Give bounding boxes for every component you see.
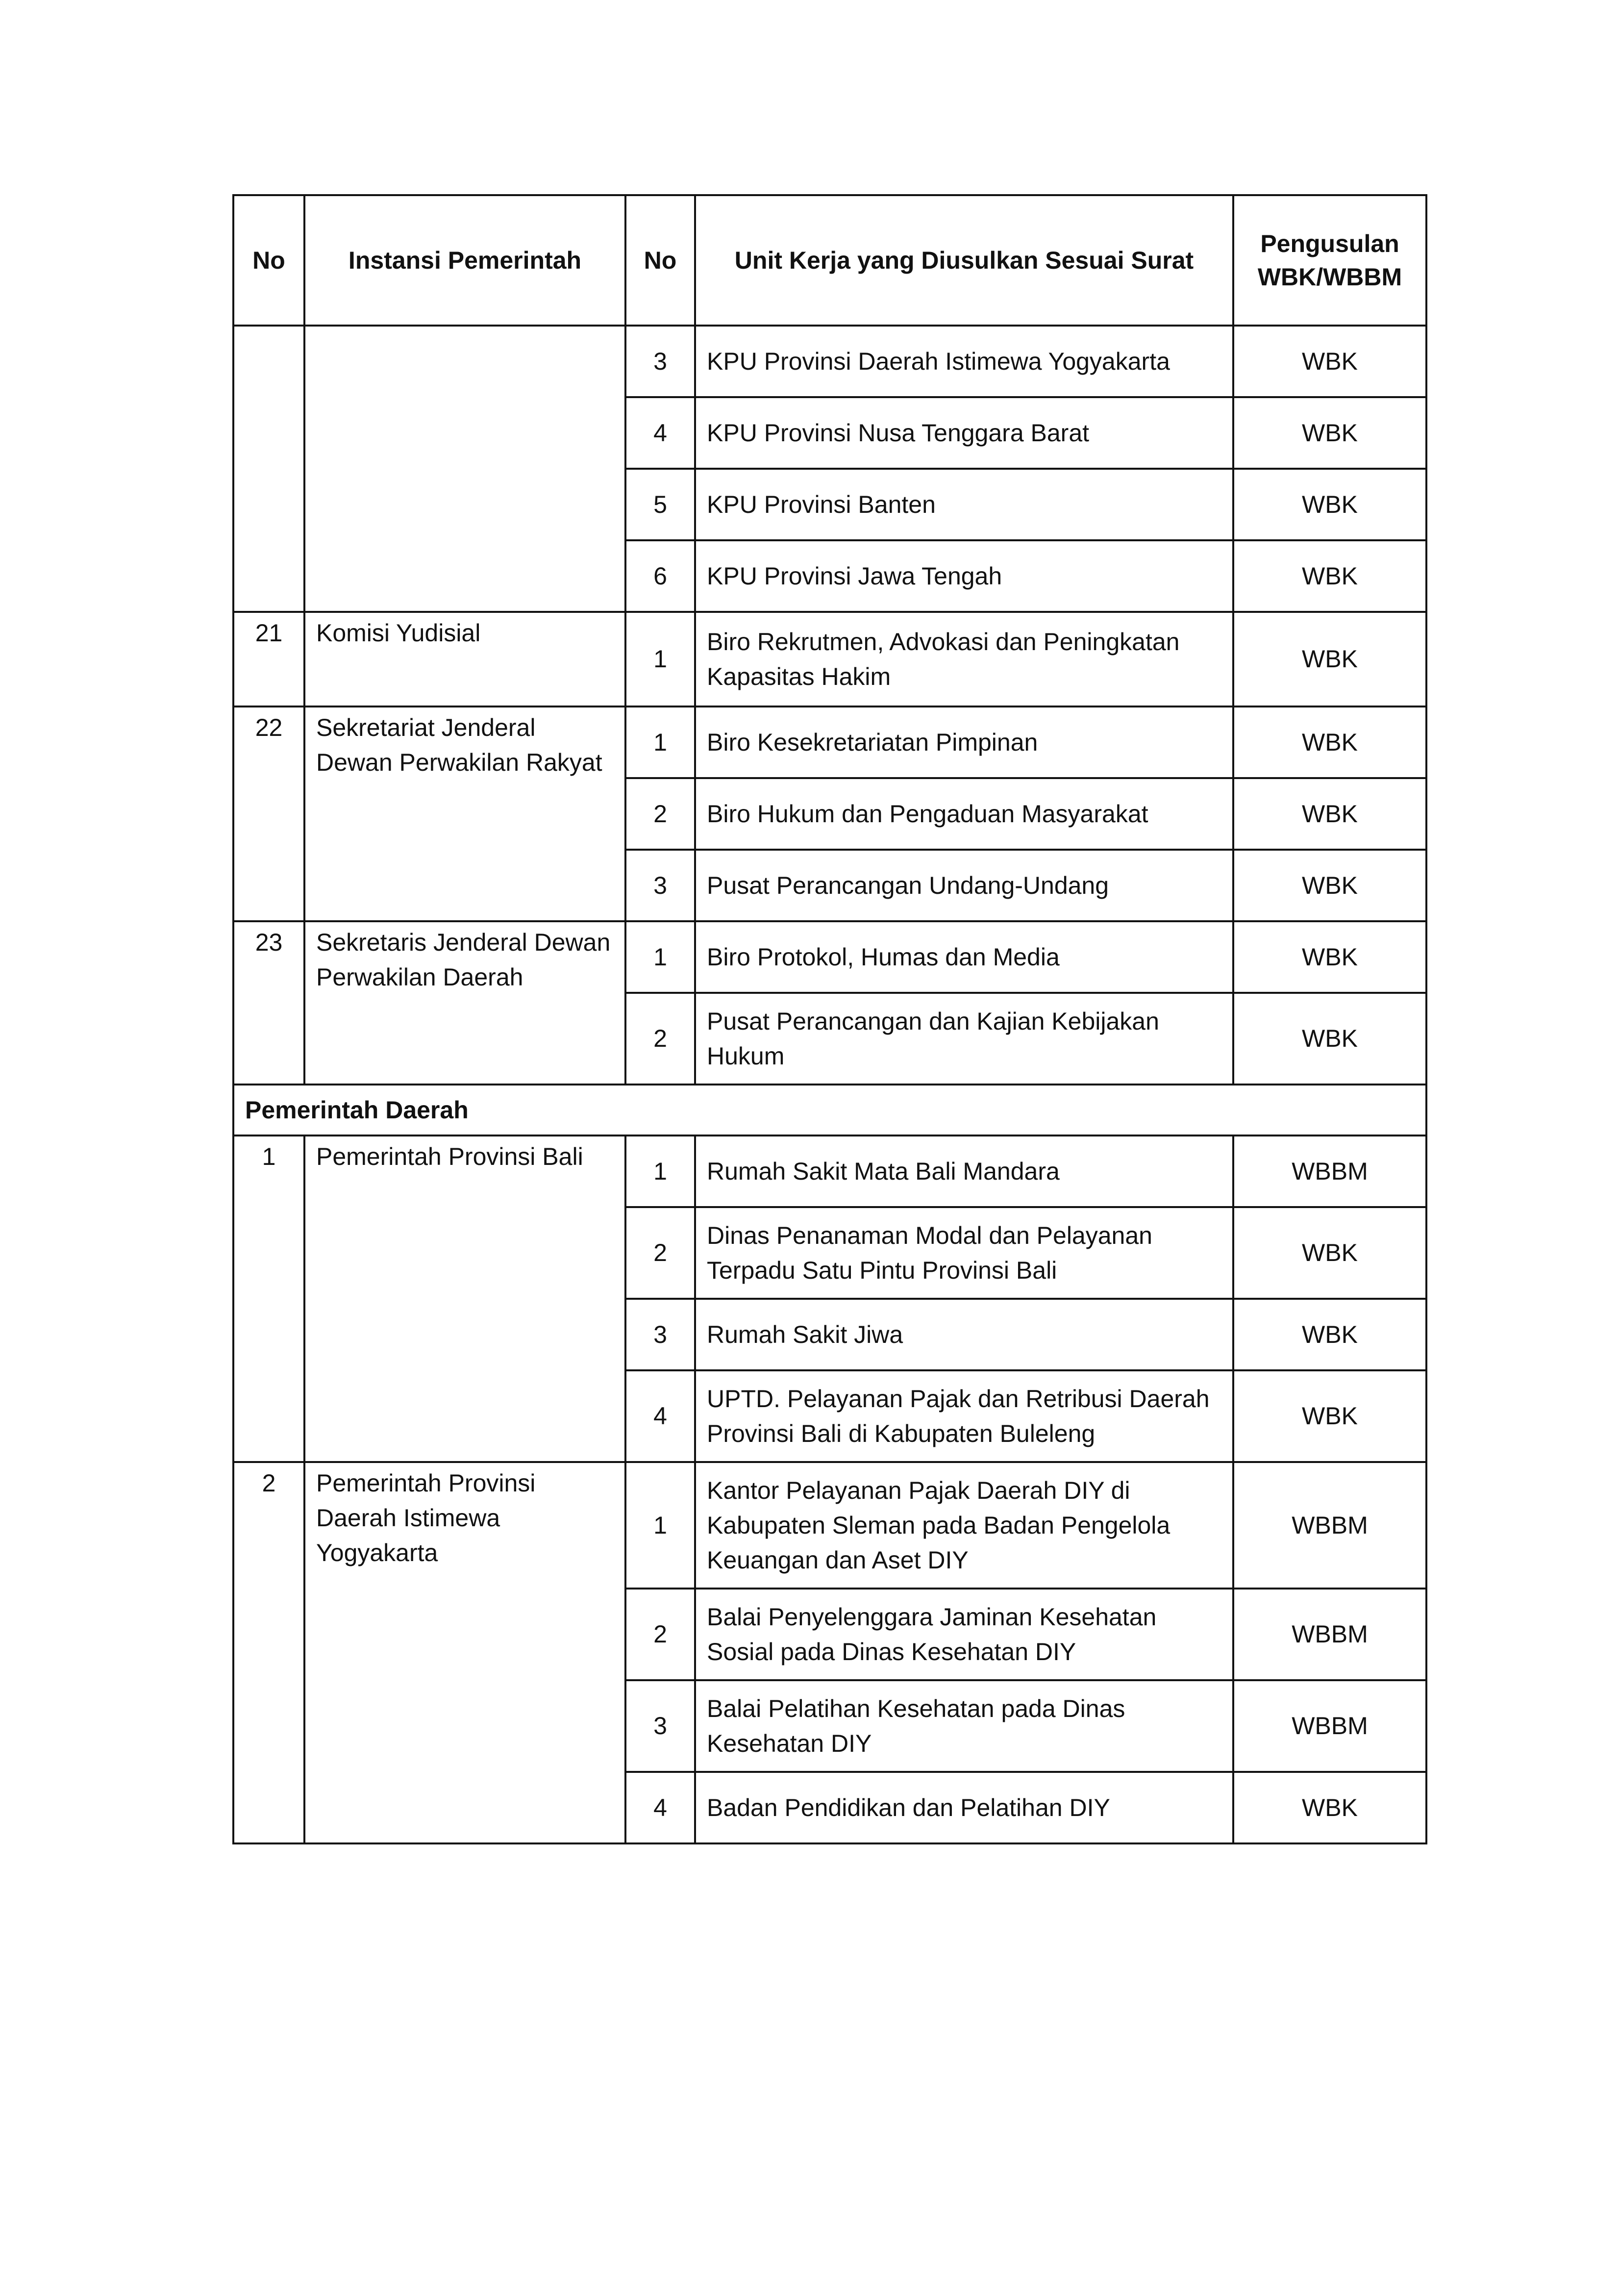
- unit-name: Biro Kesekretariatan Pimpinan: [695, 706, 1233, 778]
- table-row: [233, 326, 1426, 397]
- unit-name: KPU Provinsi Daerah Istimewa Yogyakarta: [695, 326, 1233, 397]
- proposal-type: WBK: [1233, 397, 1426, 469]
- table-row: [233, 1135, 1426, 1207]
- proposal-type: WBBM: [1233, 1589, 1426, 1680]
- unit-name: Balai Penyelenggara Jaminan Kesehatan Sosial pada Dinas Kesehatan DIY: [695, 1589, 1233, 1680]
- proposal-type: WBK: [1233, 1772, 1426, 1843]
- unit-name: Rumah Sakit Mata Bali Mandara: [695, 1135, 1233, 1207]
- proposal-type: WBK: [1233, 706, 1426, 778]
- unit-name: Kantor Pelayanan Pajak Daerah DIY di Kabupaten Sleman pada Badan Pengelola Keuangan dan Aset DIY: [695, 1462, 1233, 1589]
- proposal-table: [232, 194, 1427, 1844]
- unit-no: 1: [625, 706, 695, 778]
- table-header-row: [233, 195, 1426, 326]
- proposal-type: WBK: [1233, 850, 1426, 921]
- header-unit-no: No: [625, 195, 695, 326]
- instansi-no: 1: [233, 1135, 304, 1462]
- unit-name: Pusat Perancangan dan Kajian Kebijakan Hukum: [695, 993, 1233, 1085]
- proposal-type: WBK: [1233, 1207, 1426, 1299]
- instansi-name-cell: [304, 326, 625, 612]
- proposal-type: WBK: [1233, 921, 1426, 993]
- instansi-name: Sekretariat Jenderal Dewan Perwakilan Rakyat: [304, 706, 625, 921]
- unit-no: 4: [625, 1370, 695, 1462]
- unit-no: 6: [625, 540, 695, 612]
- instansi-no: 21: [233, 612, 304, 706]
- unit-no: 3: [625, 1299, 695, 1370]
- proposal-type: WBK: [1233, 993, 1426, 1085]
- table-row: [233, 612, 1426, 706]
- unit-no: 2: [625, 1207, 695, 1299]
- instansi-no: 22: [233, 706, 304, 921]
- table-row: [233, 921, 1426, 993]
- unit-name: Balai Pelatihan Kesehatan pada Dinas Kesehatan DIY: [695, 1680, 1233, 1772]
- unit-name: Biro Hukum dan Pengaduan Masyarakat: [695, 778, 1233, 850]
- instansi-name: Komisi Yudisial: [304, 612, 625, 706]
- proposal-type: WBK: [1233, 778, 1426, 850]
- unit-name: UPTD. Pelayanan Pajak dan Retribusi Daerah Provinsi Bali di Kabupaten Buleleng: [695, 1370, 1233, 1462]
- unit-no: 4: [625, 1772, 695, 1843]
- unit-no: 2: [625, 778, 695, 850]
- header-pengusulan: Pengusulan WBK/WBBM: [1233, 195, 1426, 326]
- unit-no: 4: [625, 397, 695, 469]
- unit-name: Dinas Penanaman Modal dan Pelayanan Terpadu Satu Pintu Provinsi Bali: [695, 1207, 1233, 1299]
- header-no: No: [233, 195, 304, 326]
- proposal-type: WBK: [1233, 1370, 1426, 1462]
- unit-name: Biro Rekrutmen, Advokasi dan Peningkatan Kapasitas Hakim: [695, 612, 1233, 706]
- section-title: Pemerintah Daerah: [233, 1085, 1426, 1135]
- unit-name: KPU Provinsi Banten: [695, 469, 1233, 540]
- proposal-type: WBBM: [1233, 1462, 1426, 1589]
- proposal-type: WBK: [1233, 1299, 1426, 1370]
- proposal-type: WBK: [1233, 612, 1426, 706]
- proposal-type: WBK: [1233, 469, 1426, 540]
- table-row: [233, 1462, 1426, 1589]
- table-row: [233, 706, 1426, 778]
- proposal-type: WBK: [1233, 540, 1426, 612]
- proposal-type: WBBM: [1233, 1135, 1426, 1207]
- header-unit: Unit Kerja yang Diusulkan Sesuai Surat: [695, 195, 1233, 326]
- unit-no: 1: [625, 921, 695, 993]
- unit-no: 2: [625, 1589, 695, 1680]
- unit-name: KPU Provinsi Jawa Tengah: [695, 540, 1233, 612]
- unit-no: 1: [625, 1135, 695, 1207]
- unit-name: Badan Pendidikan dan Pelatihan DIY: [695, 1772, 1233, 1843]
- header-instansi: Instansi Pemerintah: [304, 195, 625, 326]
- unit-no: 5: [625, 469, 695, 540]
- proposal-type: WBBM: [1233, 1680, 1426, 1772]
- instansi-no-cell: [233, 326, 304, 612]
- unit-name: Rumah Sakit Jiwa: [695, 1299, 1233, 1370]
- section-row: [233, 1085, 1426, 1135]
- instansi-no: 23: [233, 921, 304, 1085]
- unit-no: 3: [625, 326, 695, 397]
- unit-name: Biro Protokol, Humas dan Media: [695, 921, 1233, 993]
- instansi-name: Pemerintah Provinsi Daerah Istimewa Yogyakarta: [304, 1462, 625, 1843]
- unit-name: Pusat Perancangan Undang-Undang: [695, 850, 1233, 921]
- unit-name: KPU Provinsi Nusa Tenggara Barat: [695, 397, 1233, 469]
- unit-no: 3: [625, 850, 695, 921]
- instansi-no: 2: [233, 1462, 304, 1843]
- unit-no: 2: [625, 993, 695, 1085]
- instansi-name: Sekretaris Jenderal Dewan Perwakilan Daerah: [304, 921, 625, 1085]
- unit-no: 1: [625, 1462, 695, 1589]
- unit-no: 3: [625, 1680, 695, 1772]
- proposal-type: WBK: [1233, 326, 1426, 397]
- unit-no: 1: [625, 612, 695, 706]
- instansi-name: Pemerintah Provinsi Bali: [304, 1135, 625, 1462]
